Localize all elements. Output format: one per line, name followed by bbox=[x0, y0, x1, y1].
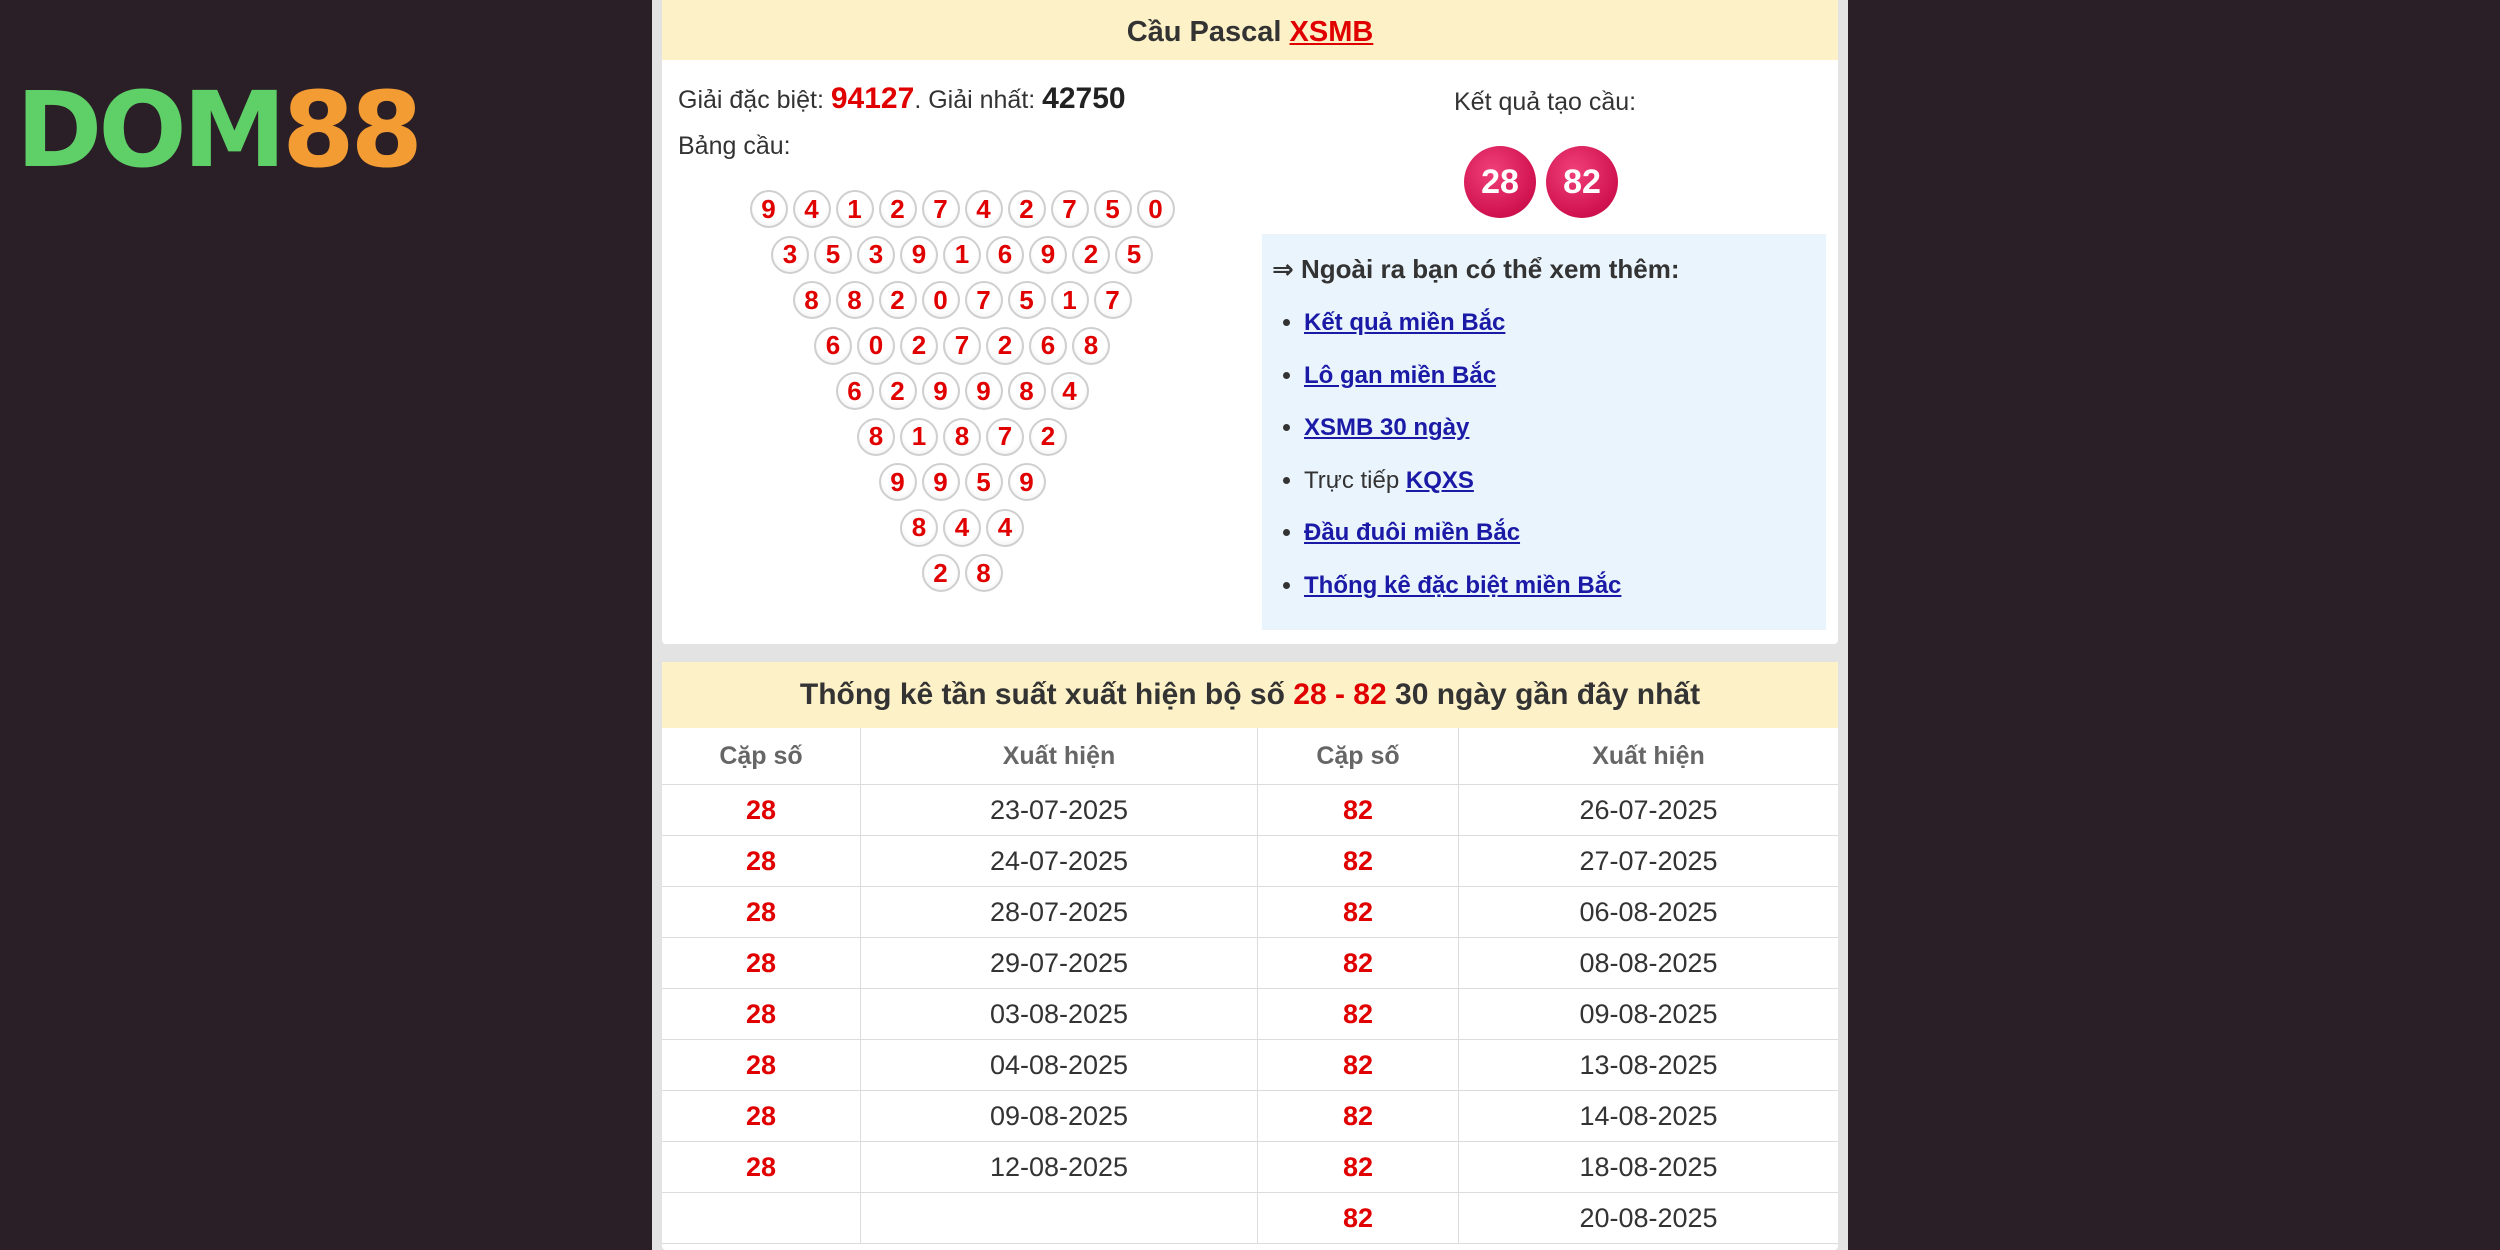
see-more-link[interactable]: Lô gan miền Bắc bbox=[1304, 361, 1497, 389]
triangle-digit: 6 bbox=[1029, 327, 1067, 365]
triangle-digit: 7 bbox=[1094, 281, 1132, 319]
table-row bbox=[662, 989, 1838, 1040]
table-row bbox=[662, 1091, 1838, 1142]
see-more-title: ⇒ Ngoài ra bạn có thể xem thêm: bbox=[1272, 254, 1680, 284]
result-ball: 82 bbox=[1546, 146, 1618, 218]
see-more-item bbox=[1304, 402, 1816, 455]
result-ball: 28 bbox=[1464, 146, 1536, 218]
triangle-digit: 8 bbox=[943, 418, 981, 456]
triangle-digit: 3 bbox=[771, 236, 809, 274]
triangle-digit: 8 bbox=[900, 509, 938, 547]
date-cell: 20-08-2025 bbox=[1459, 1193, 1839, 1244]
result-label: Kết quả tạo cầu: bbox=[1454, 88, 1637, 116]
triangle-digit: 4 bbox=[965, 190, 1003, 228]
date-cell: 14-08-2025 bbox=[1459, 1091, 1839, 1142]
frequency-title-suffix: 30 ngày gần đây nhất bbox=[1395, 678, 1701, 711]
date-cell: 23-07-2025 bbox=[861, 785, 1258, 836]
triangle-digit: 8 bbox=[965, 554, 1003, 592]
triangle-digit: 1 bbox=[943, 236, 981, 274]
pascal-header bbox=[662, 0, 1838, 60]
triangle-digit: 9 bbox=[1008, 463, 1046, 501]
triangle-row bbox=[742, 509, 1182, 555]
date-cell: 13-08-2025 bbox=[1459, 1040, 1839, 1091]
col-header-pair: Cặp số bbox=[662, 728, 861, 785]
pair-cell: 28 bbox=[662, 989, 861, 1040]
triangle-digit: 1 bbox=[1051, 281, 1089, 319]
triangle-digit: 8 bbox=[836, 281, 874, 319]
pair-cell: 28 bbox=[662, 1091, 861, 1142]
pair-cell: 82 bbox=[1258, 785, 1459, 836]
prize-info bbox=[678, 82, 1126, 116]
triangle-row bbox=[742, 372, 1182, 418]
pair-cell: 28 bbox=[662, 887, 861, 938]
triangle-digit: 2 bbox=[922, 554, 960, 592]
date-cell: 09-08-2025 bbox=[1459, 989, 1839, 1040]
triangle-digit: 8 bbox=[793, 281, 831, 319]
logo-text-dom: DOM bbox=[16, 69, 283, 191]
xsmb-link[interactable]: XSMB bbox=[1289, 16, 1374, 48]
triangle-digit: 2 bbox=[879, 190, 917, 228]
see-more-item bbox=[1304, 455, 1816, 508]
triangle-digit: 2 bbox=[1029, 418, 1067, 456]
triangle-row bbox=[742, 554, 1182, 600]
frequency-card bbox=[662, 662, 1838, 1250]
see-more-item bbox=[1304, 507, 1816, 560]
triangle-digit: 7 bbox=[1051, 190, 1089, 228]
triangle-row bbox=[742, 463, 1182, 509]
triangle-digit: 1 bbox=[900, 418, 938, 456]
triangle-digit: 5 bbox=[965, 463, 1003, 501]
frequency-table-body bbox=[662, 785, 1838, 1244]
date-cell: 12-08-2025 bbox=[861, 1142, 1258, 1193]
first-prize-label: . Giải nhất: bbox=[914, 86, 1036, 114]
pair-cell: 82 bbox=[1258, 989, 1459, 1040]
date-cell: 28-07-2025 bbox=[861, 887, 1258, 938]
pair-cell: 28 bbox=[662, 1142, 861, 1193]
pascal-triangle bbox=[742, 190, 1182, 600]
date-cell: 24-07-2025 bbox=[861, 836, 1258, 887]
logo-text-88: 88 bbox=[282, 69, 419, 191]
pascal-table-label: Bảng cầu: bbox=[678, 132, 791, 160]
pair-cell: 82 bbox=[1258, 887, 1459, 938]
triangle-digit: 8 bbox=[857, 418, 895, 456]
triangle-row bbox=[742, 236, 1182, 282]
first-prize-value: 42750 bbox=[1042, 82, 1126, 115]
pair-cell: 82 bbox=[1258, 836, 1459, 887]
triangle-digit: 2 bbox=[1072, 236, 1110, 274]
see-more-link[interactable]: KQXS bbox=[1405, 466, 1474, 494]
table-row bbox=[662, 1193, 1838, 1244]
triangle-digit: 4 bbox=[986, 509, 1024, 547]
date-cell: 06-08-2025 bbox=[1459, 887, 1839, 938]
triangle-digit: 2 bbox=[879, 281, 917, 319]
table-row bbox=[662, 1142, 1838, 1193]
frequency-header bbox=[662, 662, 1838, 728]
pair-cell: 28 bbox=[662, 836, 861, 887]
triangle-digit: 3 bbox=[857, 236, 895, 274]
see-more-item bbox=[1304, 297, 1816, 350]
col-header-appearance: Xuất hiện bbox=[1459, 728, 1839, 785]
see-more-link[interactable]: XSMB 30 ngày bbox=[1304, 414, 1470, 442]
date-cell: 08-08-2025 bbox=[1459, 938, 1839, 989]
frequency-title-pair: 28 - 82 bbox=[1293, 678, 1387, 711]
pair-cell: 82 bbox=[1258, 938, 1459, 989]
pair-cell: 28 bbox=[662, 1040, 861, 1091]
triangle-digit: 9 bbox=[900, 236, 938, 274]
triangle-digit: 7 bbox=[922, 190, 960, 228]
frequency-table bbox=[662, 728, 1838, 1244]
content-panel bbox=[652, 0, 1848, 1250]
triangle-digit: 5 bbox=[1115, 236, 1153, 274]
pascal-card bbox=[662, 0, 1838, 644]
triangle-digit: 7 bbox=[986, 418, 1024, 456]
triangle-digit: 5 bbox=[1008, 281, 1046, 319]
dom88-logo[interactable] bbox=[16, 69, 419, 191]
triangle-digit: 9 bbox=[965, 372, 1003, 410]
table-row bbox=[662, 887, 1838, 938]
triangle-digit: 2 bbox=[1008, 190, 1046, 228]
triangle-row bbox=[742, 418, 1182, 464]
triangle-digit: 6 bbox=[986, 236, 1024, 274]
triangle-digit: 5 bbox=[814, 236, 852, 274]
see-more-link[interactable]: Đầu đuôi miền Bắc bbox=[1304, 519, 1521, 547]
table-row bbox=[662, 836, 1838, 887]
pair-cell: 82 bbox=[1258, 1091, 1459, 1142]
table-row bbox=[662, 1040, 1838, 1091]
triangle-digit: 6 bbox=[814, 327, 852, 365]
table-row bbox=[662, 938, 1838, 989]
see-more-link[interactable]: Thống kê đặc biệt miền Bắc bbox=[1304, 571, 1622, 599]
frequency-title-prefix: Thống kê tần suất xuất hiện bộ số bbox=[799, 678, 1285, 711]
col-header-appearance: Xuất hiện bbox=[861, 728, 1258, 785]
triangle-digit: 9 bbox=[879, 463, 917, 501]
triangle-digit: 7 bbox=[965, 281, 1003, 319]
date-cell: 27-07-2025 bbox=[1459, 836, 1839, 887]
pair-cell: 82 bbox=[1258, 1040, 1459, 1091]
result-balls bbox=[1464, 146, 1618, 218]
triangle-digit: 2 bbox=[879, 372, 917, 410]
date-cell: 18-08-2025 bbox=[1459, 1142, 1839, 1193]
date-cell: 04-08-2025 bbox=[861, 1040, 1258, 1091]
see-more-link[interactable]: Kết quả miền Bắc bbox=[1304, 309, 1506, 336]
triangle-digit: 4 bbox=[943, 509, 981, 547]
triangle-digit: 9 bbox=[922, 372, 960, 410]
pair-cell: 82 bbox=[1258, 1193, 1459, 1244]
triangle-digit: 0 bbox=[857, 327, 895, 365]
see-more-item bbox=[1304, 350, 1816, 403]
triangle-digit: 9 bbox=[922, 463, 960, 501]
triangle-row bbox=[742, 327, 1182, 373]
date-cell: 29-07-2025 bbox=[861, 938, 1258, 989]
triangle-digit: 4 bbox=[1051, 372, 1089, 410]
triangle-digit: 6 bbox=[836, 372, 874, 410]
triangle-digit: 9 bbox=[750, 190, 788, 228]
pascal-title: Cầu Pascal bbox=[1126, 16, 1282, 48]
triangle-row bbox=[742, 281, 1182, 327]
triangle-digit: 8 bbox=[1008, 372, 1046, 410]
special-prize-value: 94127 bbox=[830, 82, 915, 115]
pair-cell: 28 bbox=[662, 785, 861, 836]
see-more-item bbox=[1304, 560, 1816, 613]
triangle-digit: 5 bbox=[1094, 190, 1132, 228]
pair-cell: 28 bbox=[662, 938, 861, 989]
date-cell: 26-07-2025 bbox=[1459, 785, 1839, 836]
see-more-prefix: Trực tiếp bbox=[1304, 466, 1406, 494]
pair-cell bbox=[662, 1193, 861, 1244]
see-more-box bbox=[1262, 234, 1826, 630]
see-more-list bbox=[1272, 297, 1816, 613]
triangle-digit: 0 bbox=[922, 281, 960, 319]
pair-cell: 82 bbox=[1258, 1142, 1459, 1193]
col-header-pair: Cặp số bbox=[1258, 728, 1459, 785]
triangle-digit: 0 bbox=[1137, 190, 1175, 228]
triangle-digit: 7 bbox=[943, 327, 981, 365]
triangle-digit: 2 bbox=[900, 327, 938, 365]
date-cell: 03-08-2025 bbox=[861, 989, 1258, 1040]
date-cell bbox=[861, 1193, 1258, 1244]
triangle-row bbox=[742, 190, 1182, 236]
table-header-row bbox=[662, 728, 1838, 785]
triangle-digit: 9 bbox=[1029, 236, 1067, 274]
table-row bbox=[662, 785, 1838, 836]
triangle-digit: 8 bbox=[1072, 327, 1110, 365]
triangle-digit: 4 bbox=[793, 190, 831, 228]
triangle-digit: 1 bbox=[836, 190, 874, 228]
triangle-digit: 2 bbox=[986, 327, 1024, 365]
date-cell: 09-08-2025 bbox=[861, 1091, 1258, 1142]
special-prize-label: Giải đặc biệt: bbox=[678, 86, 824, 114]
